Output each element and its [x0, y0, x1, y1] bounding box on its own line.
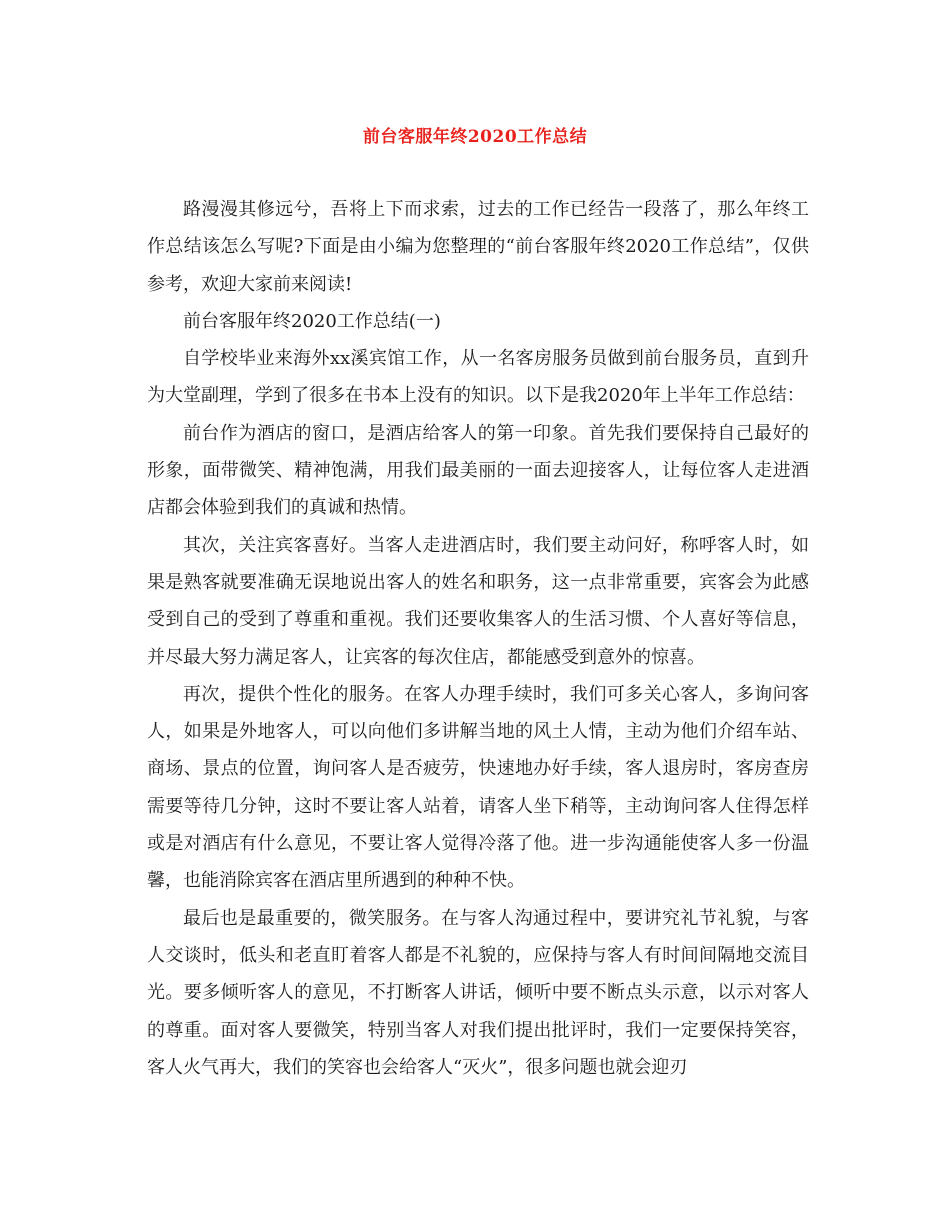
paragraph: 再次，提供个性化的服务。在客人办理手续时，我们可多关心客人，多询问客人，如果是外地客人，可以向他们多讲解当地的风土人情，主动为他们介绍车站、商场、景点的位置，询问客人是否疲劳，快速地办好手续，客人退房时，客房查房需要等待几分钟，这时不要让客人站着，请客人坐下稍等，主动询问客人住得怎样或是对酒店有什么意见，不要让客人觉得冷落了他。进一步沟通能使客人多一份温馨，也能消除宾客在酒店里所遇到的种种不快。 [147, 683, 809, 892]
paragraph: 其次，关注宾客喜好。当客人走进酒店时，我们要主动问好，称呼客人时，如果是熟客就要准确无误地说出客人的姓名和职务，这一点非常重要，宾客会为此感受到自己的受到了尊重和重视。我们还要收集客人的生活习惯、个人喜好等信息，并尽最大努力满足客人，让宾客的每次住店，都能感受到意外的惊喜。 [147, 534, 809, 668]
section-heading: 前台客服年终2020工作总结(一) [183, 310, 441, 332]
document-title: 前台客服年终2020工作总结 [362, 127, 588, 147]
paragraph: 前台作为酒店的窗口，是酒店给客人的第一印象。首先我们要保持自己最好的形象，面带微笑、精神饱满，用我们最美丽的一面去迎接客人，让每位客人走进酒店都会体验到我们的真诚和热情。 [147, 422, 809, 519]
document-body [147, 191, 809, 1086]
paragraph-intro: 路漫漫其修远兮，吾将上下而求索，过去的工作已经告一段落了，那么年终工作总结该怎么写呢?下面是由小编为您整理的“前台客服年终2020工作总结”，仅供参考，欢迎大家前来阅读! [147, 199, 809, 295]
paragraph: 最后也是最重要的，微笑服务。在与客人沟通过程中，要讲究礼节礼貌，与客人交谈时，低头和老直盯着客人都是不礼貌的，应保持与客人有时间间隔地交流目光。要多倾听客人的意见，不打断客人讲话，倾听中要不断点头示意，以示对客人的尊重。面对客人要微笑，特别当客人对我们提出批评时，我们一定要保持笑容，客人火气再大，我们的笑容也会给客人“灭火”，很多问题也就会迎刃 [147, 907, 809, 1078]
paragraph: 自学校毕业来海外xx溪宾馆工作，从一名客房服务员做到前台服务员，直到升为大堂副理，学到了很多在书本上没有的知识。以下是我2020年上半年工作总结： [147, 348, 809, 407]
